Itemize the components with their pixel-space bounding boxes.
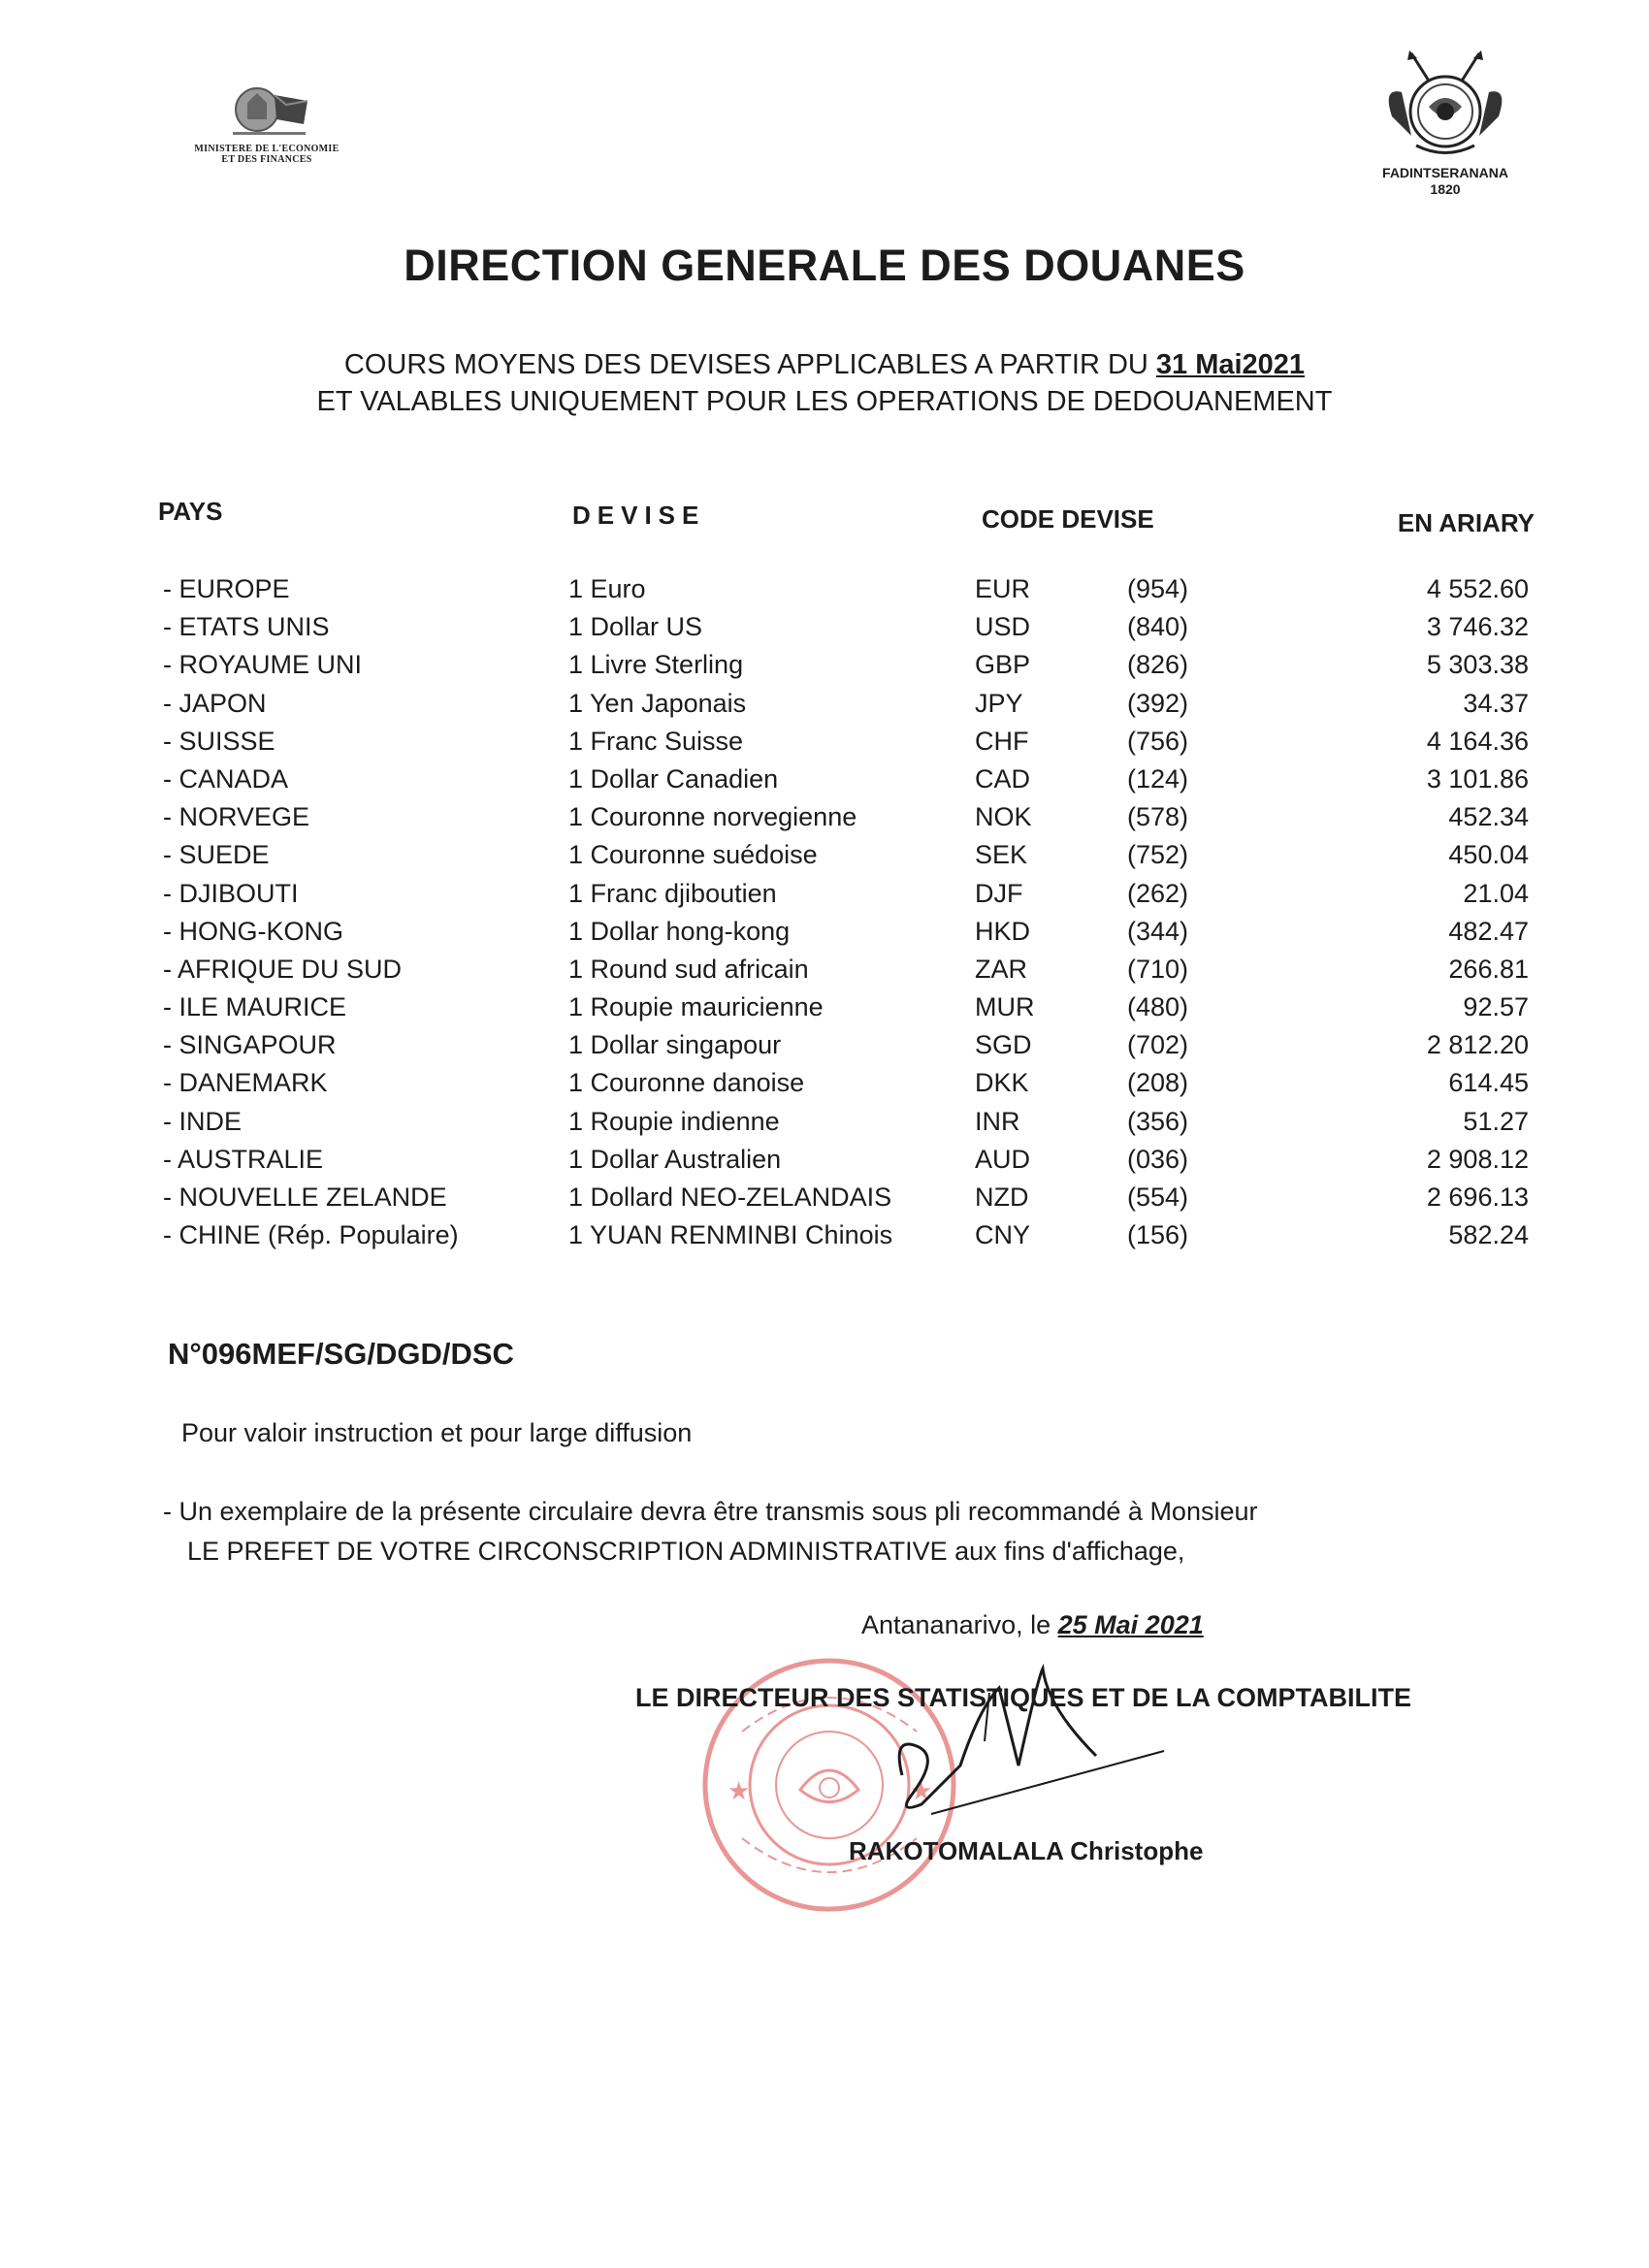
header-pays: PAYS [158, 497, 223, 526]
currency-number: (840) [1127, 612, 1189, 642]
currency-number: (826) [1127, 650, 1189, 680]
currency-number: (156) [1127, 1220, 1189, 1250]
header-code-devise: CODE DEVISE [982, 504, 1154, 534]
table-row [0, 612, 1649, 650]
currency-number: (756) [1127, 726, 1189, 756]
currency-code: SEK [975, 840, 1028, 870]
currency-number: (124) [1127, 763, 1189, 794]
country: - SUISSE [163, 726, 275, 756]
rate-ariary: 582.24 [1448, 1220, 1529, 1250]
signature-date: 25 Mai 2021 [1057, 1610, 1204, 1639]
rate-ariary: 614.45 [1448, 1068, 1529, 1098]
subtitle-line2: ET VALABLES UNIQUEMENT POUR LES OPERATIONS DE DEDOUANEMENT [316, 386, 1333, 417]
country: - JAPON [163, 688, 267, 718]
header-devise: DEVISE [572, 501, 706, 530]
currency-number: (356) [1127, 1106, 1189, 1136]
currency-number: (554) [1127, 1183, 1189, 1212]
rate-ariary: 482.47 [1448, 916, 1529, 946]
currency-code: CAD [975, 763, 1031, 794]
table-row [0, 917, 1649, 955]
national-seal [1353, 49, 1537, 198]
currency-number: (752) [1127, 840, 1189, 870]
country: - ETATS UNIS [163, 612, 330, 642]
currency: 1 YUAN RENMINBI Chinois [568, 1220, 893, 1250]
table-row [0, 955, 1649, 992]
currency-code: SGD [975, 1030, 1032, 1060]
table-row [0, 1145, 1649, 1183]
handwritten-signature-icon [873, 1649, 1183, 1843]
currency-code: JPY [975, 688, 1023, 718]
document-title: DIRECTION GENERALE DES DOUANES [404, 241, 1245, 290]
exchange-rate-table [0, 574, 1649, 1258]
effective-date: 31 Mai2021 [1155, 349, 1306, 380]
currency-code: CNY [975, 1220, 1031, 1250]
table-row [0, 879, 1649, 917]
rate-ariary: 452.34 [1448, 802, 1529, 832]
rate-ariary: 4 164.36 [1426, 726, 1529, 756]
director-title: LE DIRECTEUR DES STATISTIQUES ET DE LA COMPTABILITE [635, 1683, 1412, 1712]
ministry-emblem-icon [218, 76, 315, 144]
rate-ariary: 4 552.60 [1426, 574, 1529, 603]
place-and-date [861, 1610, 1204, 1640]
currency: 1 Franc djiboutien [568, 878, 777, 908]
table-row [0, 1030, 1649, 1068]
currency: 1 Dollar singapour [568, 1030, 782, 1060]
currency-code: NOK [975, 802, 1032, 832]
rate-ariary: 3 746.32 [1426, 612, 1529, 642]
currency: 1 Yen Japonais [568, 688, 747, 718]
currency-number: (578) [1127, 802, 1189, 832]
rate-ariary: 3 101.86 [1426, 763, 1529, 794]
country: - AUSTRALIE [163, 1144, 324, 1174]
country: - CANADA [163, 763, 289, 794]
rate-ariary: 2 908.12 [1426, 1144, 1529, 1174]
currency: 1 Couronne suédoise [568, 840, 818, 870]
currency: 1 Dollar Canadien [568, 763, 779, 794]
seal-motto: FADINTSERANANA [1382, 165, 1508, 180]
rate-ariary: 2 812.20 [1426, 1030, 1529, 1060]
currency: 1 Dollard NEO-ZELANDAIS [568, 1183, 892, 1212]
table-row [0, 764, 1649, 802]
currency: 1 Couronne norvegienne [568, 802, 857, 832]
table-row [0, 727, 1649, 764]
currency: 1 Couronne danoise [568, 1068, 805, 1098]
svg-text:★: ★ [728, 1777, 751, 1806]
currency: 1 Euro [568, 574, 646, 603]
currency-number: (262) [1127, 878, 1189, 908]
currency-code: USD [975, 612, 1031, 642]
table-row [0, 574, 1649, 612]
currency-code: EUR [975, 574, 1031, 603]
currency: 1 Dollar US [568, 612, 703, 642]
place-prefix: Antananarivo, le [861, 1610, 1058, 1639]
rate-ariary: 2 696.13 [1426, 1183, 1529, 1212]
currency-number: (036) [1127, 1144, 1189, 1174]
currency-number: (702) [1127, 1030, 1189, 1060]
currency-code: INR [975, 1106, 1020, 1136]
currency-number: (710) [1127, 954, 1189, 984]
currency: 1 Roupie mauricienne [568, 992, 824, 1022]
currency: 1 Roupie indienne [568, 1106, 780, 1136]
rate-ariary: 5 303.38 [1426, 650, 1529, 680]
currency-number: (344) [1127, 916, 1189, 946]
rate-ariary: 51.27 [1463, 1106, 1529, 1136]
table-row [0, 650, 1649, 688]
currency-code: MUR [975, 992, 1035, 1022]
currency: 1 Round sud africain [568, 954, 809, 984]
currency-code: ZAR [975, 954, 1027, 984]
table-row [0, 689, 1649, 727]
country: - HONG-KONG [163, 916, 343, 946]
currency-code: DJF [975, 878, 1023, 908]
rate-ariary: 92.57 [1463, 992, 1529, 1022]
seal-year: 1820 [1430, 181, 1461, 197]
rate-ariary: 34.37 [1463, 688, 1529, 718]
currency-number: (954) [1127, 574, 1189, 603]
instruction-text: Pour valoir instruction et pour large diffusion [181, 1418, 693, 1447]
currency: 1 Livre Sterling [568, 650, 744, 680]
currency-code: GBP [975, 650, 1031, 680]
table-row [0, 802, 1649, 840]
ministry-logo [165, 76, 369, 165]
currency-code: AUD [975, 1144, 1031, 1174]
currency: 1 Dollar hong-kong [568, 916, 791, 946]
country: - DANEMARK [163, 1068, 328, 1098]
country: - SUEDE [163, 840, 270, 870]
country: - ILE MAURICE [163, 992, 347, 1022]
signer-name: RAKOTOMALALA Christophe [849, 1836, 1204, 1865]
rate-ariary: 450.04 [1448, 840, 1529, 870]
notice-line2: LE PREFET DE VOTRE CIRCONSCRIPTION ADMINISTRATIVE aux fins d'affichage, [187, 1537, 1185, 1566]
table-row [0, 1068, 1649, 1106]
country: - NOUVELLE ZELANDE [163, 1183, 447, 1212]
table-row [0, 1220, 1649, 1258]
ministry-name-line2: ET DES FINANCES [221, 154, 312, 165]
ministry-name-line1: MINISTERE DE L'ECONOMIE [194, 144, 340, 154]
currency-code: DKK [975, 1068, 1029, 1098]
country: - EUROPE [163, 574, 290, 603]
header-en-ariary: EN ARIARY [1397, 508, 1535, 537]
country: - NORVEGE [163, 802, 310, 832]
currency-code: CHF [975, 726, 1029, 756]
circular-reference: N°096MEF/SG/DGD/DSC [168, 1337, 514, 1371]
rate-ariary: 266.81 [1448, 954, 1529, 984]
national-emblem-icon [1373, 49, 1518, 165]
rate-ariary: 21.04 [1463, 878, 1529, 908]
currency-number: (480) [1127, 992, 1189, 1022]
table-row [0, 992, 1649, 1030]
svg-text:★: ★ [910, 1777, 933, 1806]
currency-number: (208) [1127, 1068, 1189, 1098]
table-row [0, 840, 1649, 878]
subtitle-line1 [0, 349, 1649, 381]
table-row [0, 1183, 1649, 1220]
country: - CHINE (Rép. Populaire) [163, 1220, 459, 1250]
currency-code: HKD [975, 916, 1031, 946]
subtitle-prefix: COURS MOYENS DES DEVISES APPLICABLES A PARTIR DU [343, 349, 1156, 380]
notice-line1: - Un exemplaire de la présente circulaire devra être transmis sous pli recommandé à Monsieur [163, 1497, 1258, 1526]
table-row [0, 1107, 1649, 1145]
country: - SINGAPOUR [163, 1030, 337, 1060]
currency: 1 Dollar Australien [568, 1144, 782, 1174]
currency: 1 Franc Suisse [568, 726, 744, 756]
country: - INDE [163, 1106, 242, 1136]
country: - AFRIQUE DU SUD [163, 954, 403, 984]
currency-code: NZD [975, 1183, 1029, 1212]
country: - ROYAUME UNI [163, 650, 363, 680]
currency-number: (392) [1127, 688, 1189, 718]
country: - DJIBOUTI [163, 878, 299, 908]
